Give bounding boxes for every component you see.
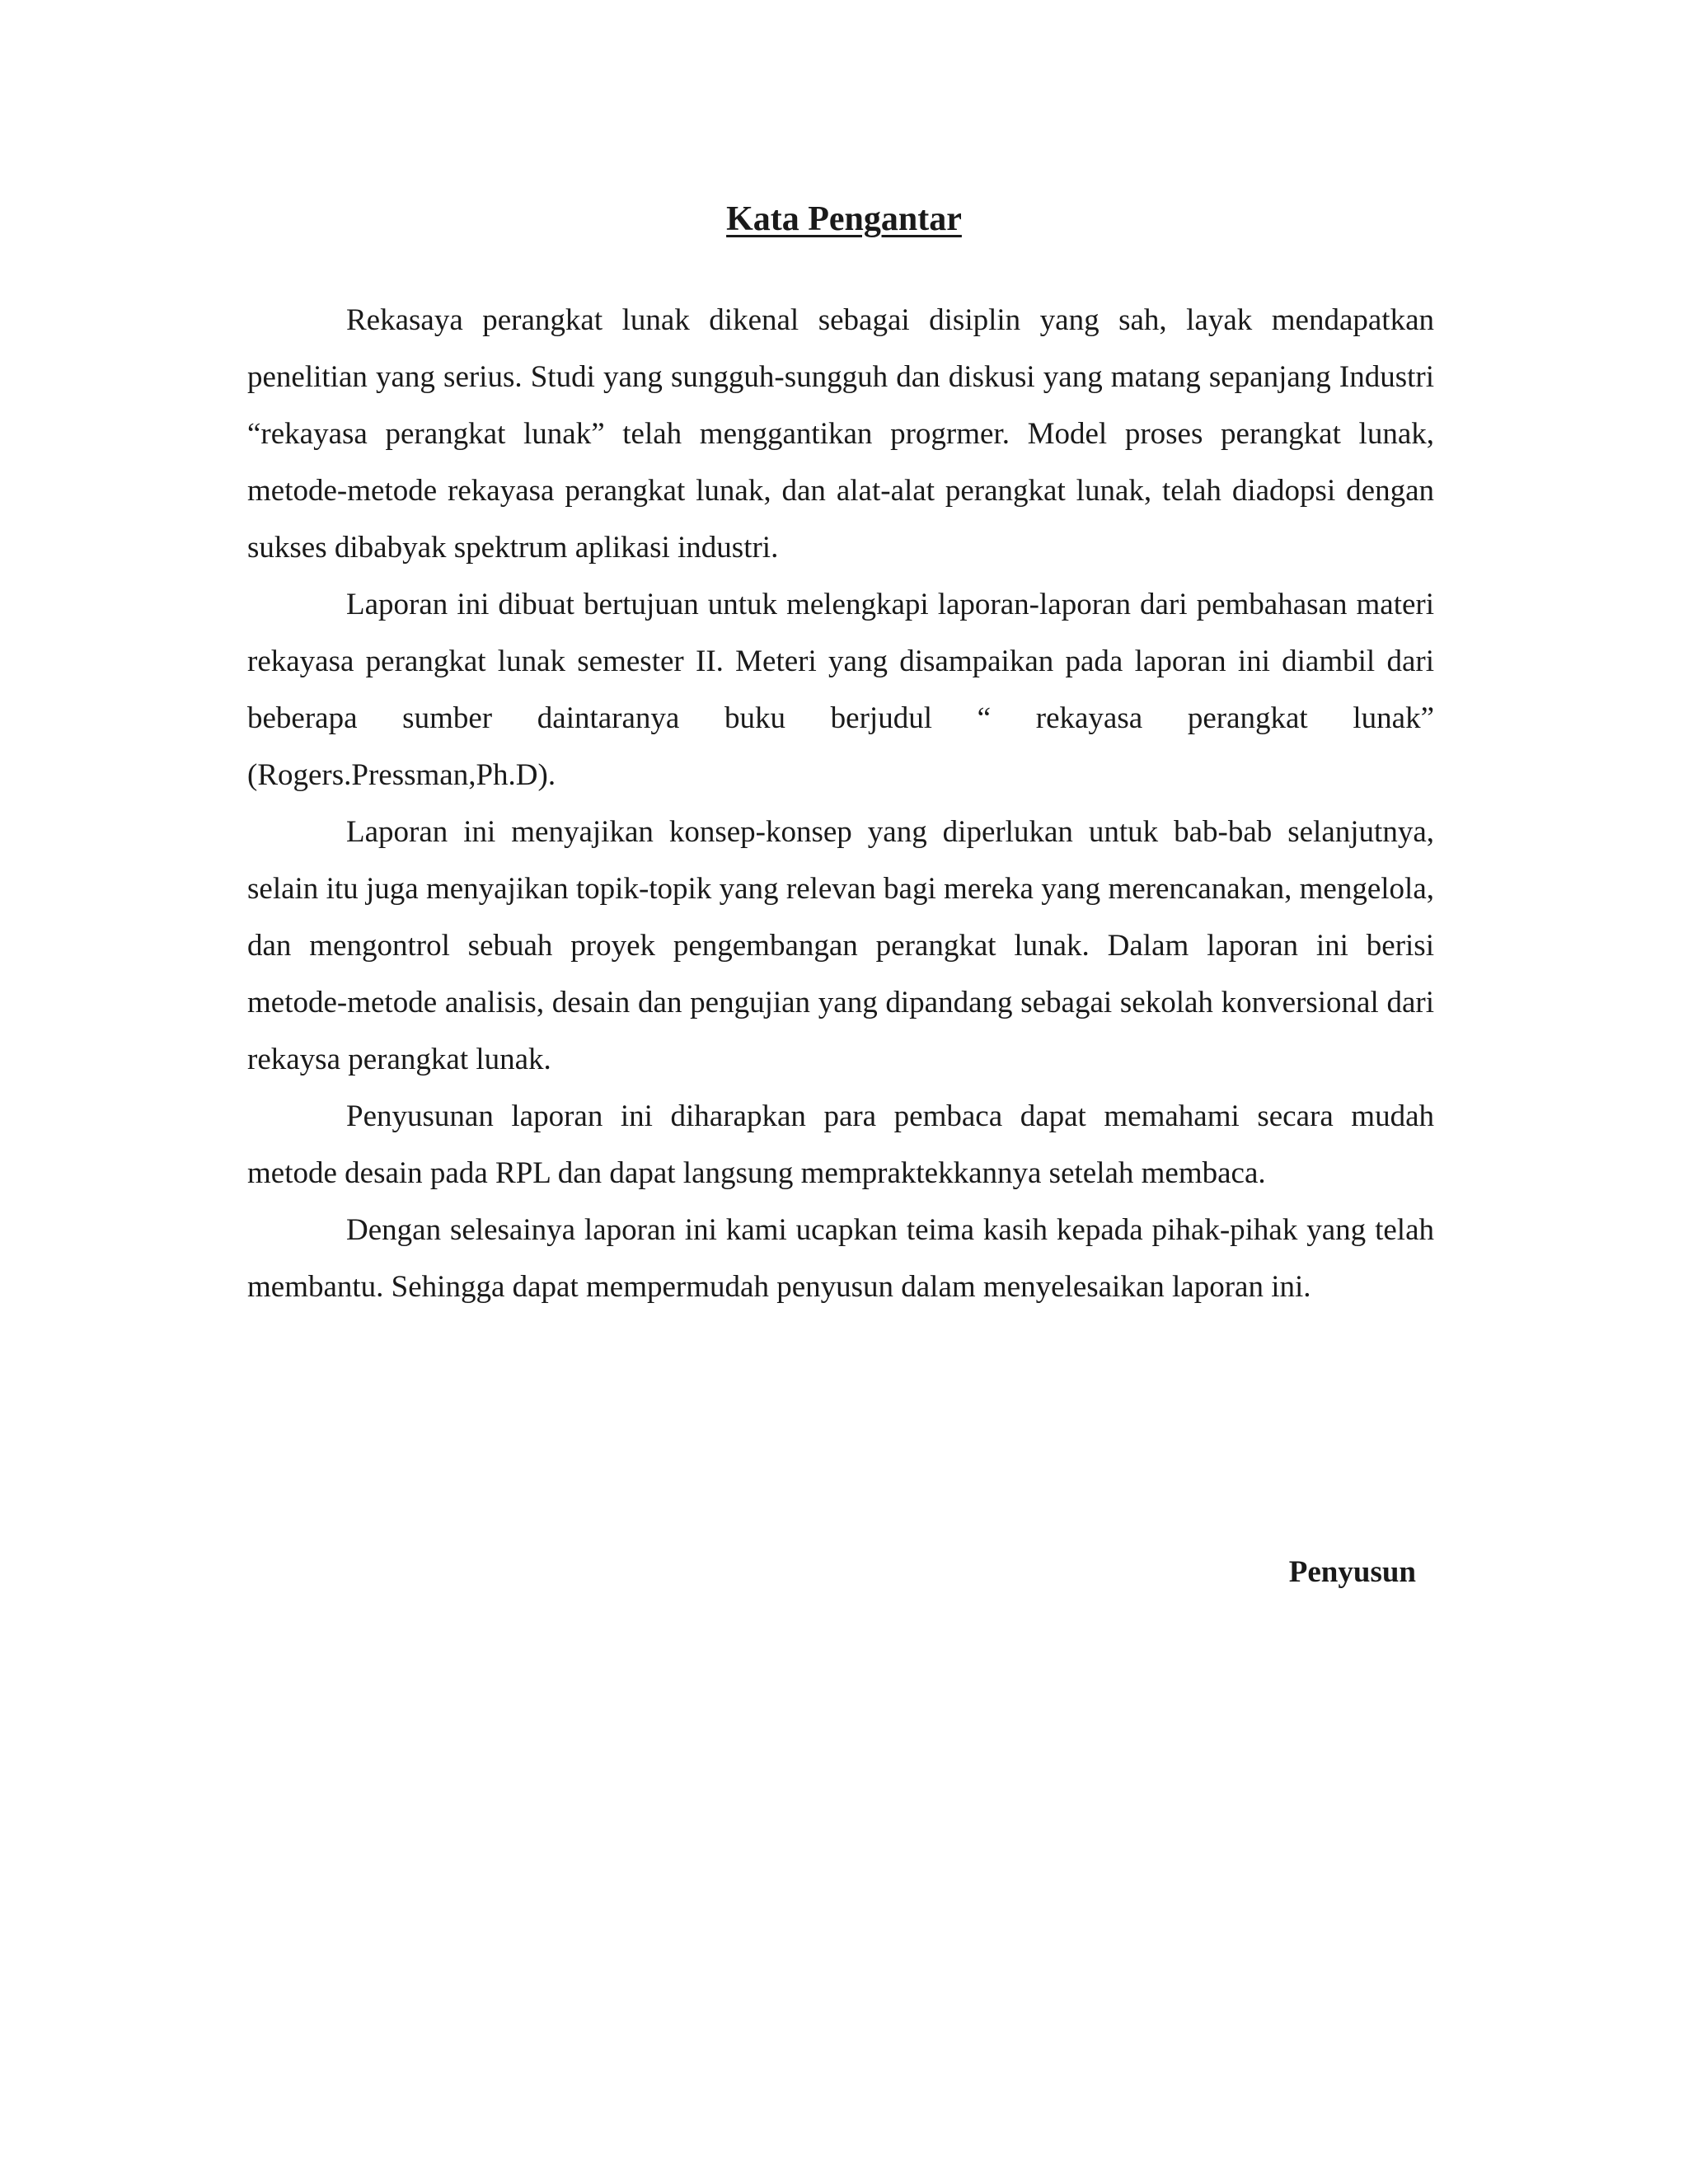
paragraph-3: Laporan ini menyajikan konsep-konsep yang diperlukan untuk bab-bab selanjutnya, selain itu juga menyajikan topik-topik yang relevan bagi mereka yang merencanakan, mengelola, dan mengontrol sebuah proyek pengembangan perangkat lunak. Dalam laporan ini berisi metode-metode analisis, desain dan pengujian yang dipandang sebagai sekolah konversional dari rekaysa perangkat lunak. [247, 815, 1434, 1076]
document-body [247, 292, 1434, 1315]
paragraph-5: Dengan selesainya laporan ini kami ucapkan teima kasih kepada pihak-pihak yang telah membantu. Sehingga dapat mempermudah penyusun dalam menyelesaikan laporan ini. [247, 1213, 1434, 1304]
page-title: Kata Pengantar [726, 200, 962, 238]
signature: Penyusun [1288, 1555, 1416, 1589]
paragraph-4: Penyusunan laporan ini diharapkan para pembaca dapat memahami secara mudah metode desain pada RPL dan dapat langsung mempraktekkannya setelah membaca. [247, 1099, 1434, 1190]
paragraph-1: Rekasaya perangkat lunak dikenal sebagai disiplin yang sah, layak mendapatkan penelitian yang serius. Studi yang sungguh-sungguh dan diskusi yang matang sepanjang Industri “rekayasa perangkat lunak” telah menggantikan progrmer. Model proses perangkat lunak, metode-metode rekayasa perangkat lunak, dan alat-alat perangkat lunak, telah diadopsi dengan sukses dibabyak spektrum aplikasi industri. [247, 303, 1434, 565]
paragraph-2: Laporan ini dibuat bertujuan untuk melengkapi laporan-laporan dari pembahasan materi rekayasa perangkat lunak semester II. Meteri yang disampaikan pada laporan ini diambil dari beberapa sumber daintaranya buku berjudul “ rekayasa perangkat lunak” (Rogers.Pressman,Ph.D). [247, 588, 1434, 792]
